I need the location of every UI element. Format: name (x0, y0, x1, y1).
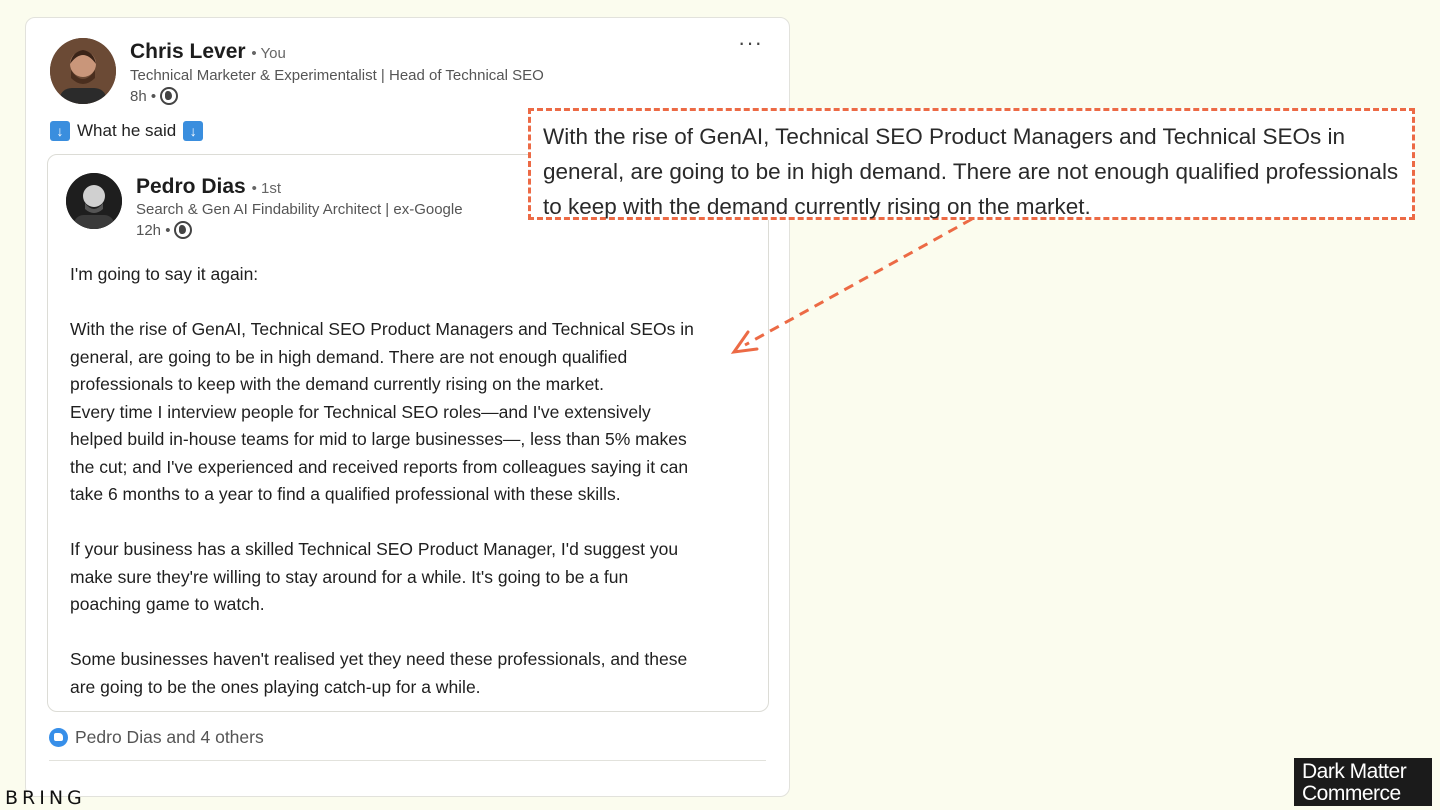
quoted-author-avatar[interactable] (66, 173, 122, 229)
more-options-button[interactable]: ··· (738, 30, 763, 55)
quoted-author-name-text[interactable]: Pedro Dias (136, 175, 246, 198)
post-paragraph: With the rise of GenAI, Technical SEO Product Managers and Technical SEOs in general, are going to be in high demand. There are not enough qualified professionals to keep with the demand currently rising on the market. Every time I interview people for Technical SEO roles—and I've extensively helped build in-house teams for mid to large businesses—, less than 5% makes the cut; and I've experienced and received reports from colleagues saying it can take 6 months to a year to find a qualified professional with these skills. (70, 319, 694, 504)
logo-line: Commerce (1302, 782, 1401, 805)
post-meta (130, 87, 178, 105)
logo-line: Dark Matter (1302, 760, 1407, 783)
post-paragraph: Some businesses haven't realised yet they need these professionals, and these are going to be the ones playing catch-up for a while. (70, 649, 688, 697)
quoted-author-name[interactable] (136, 175, 281, 199)
quoted-post-body (70, 261, 760, 701)
highlight-callout: With the rise of GenAI, Technical SEO Product Managers and Technical SEOs in general, are going to be in high demand. There are not enough qualified professionals to keep with the demand currently rising on the market. (528, 108, 1415, 220)
reshare-text: What he said (77, 121, 177, 140)
author-name[interactable] (130, 40, 286, 64)
quoted-connection-degree: • 1st (251, 180, 281, 197)
globe-icon (174, 221, 192, 239)
quoted-post-meta (136, 221, 192, 239)
like-icon (49, 728, 68, 747)
connection-degree: • You (251, 45, 286, 62)
author-name-text[interactable]: Chris Lever (130, 40, 246, 63)
bring-logo: BRING (5, 787, 86, 809)
divider (49, 760, 766, 761)
globe-icon (160, 87, 178, 105)
arrow-down-box-icon: ↓ (183, 121, 203, 141)
post-paragraph: I'm going to say it again: (70, 264, 259, 284)
quoted-post-time: 12h • (136, 221, 171, 239)
reactions-text[interactable]: Pedro Dias and 4 others (75, 727, 264, 747)
post-time: 8h • (130, 87, 157, 105)
author-headline: Technical Marketer & Experimentalist | Head of Technical SEO (130, 67, 544, 84)
reshare-commentary (50, 121, 203, 141)
dark-matter-commerce-logo (1294, 758, 1432, 806)
reactions-summary[interactable] (49, 727, 264, 748)
post-paragraph: If your business has a skilled Technical SEO Product Manager, I'd suggest you make sure they're willing to stay around for a while. It's going to be a fun poaching game to watch. (70, 539, 679, 614)
quoted-author-headline: Search & Gen AI Findability Architect | ex-Google (136, 201, 463, 218)
quoted-post[interactable] (47, 154, 769, 712)
author-avatar[interactable] (50, 38, 116, 104)
arrow-down-box-icon: ↓ (50, 121, 70, 141)
